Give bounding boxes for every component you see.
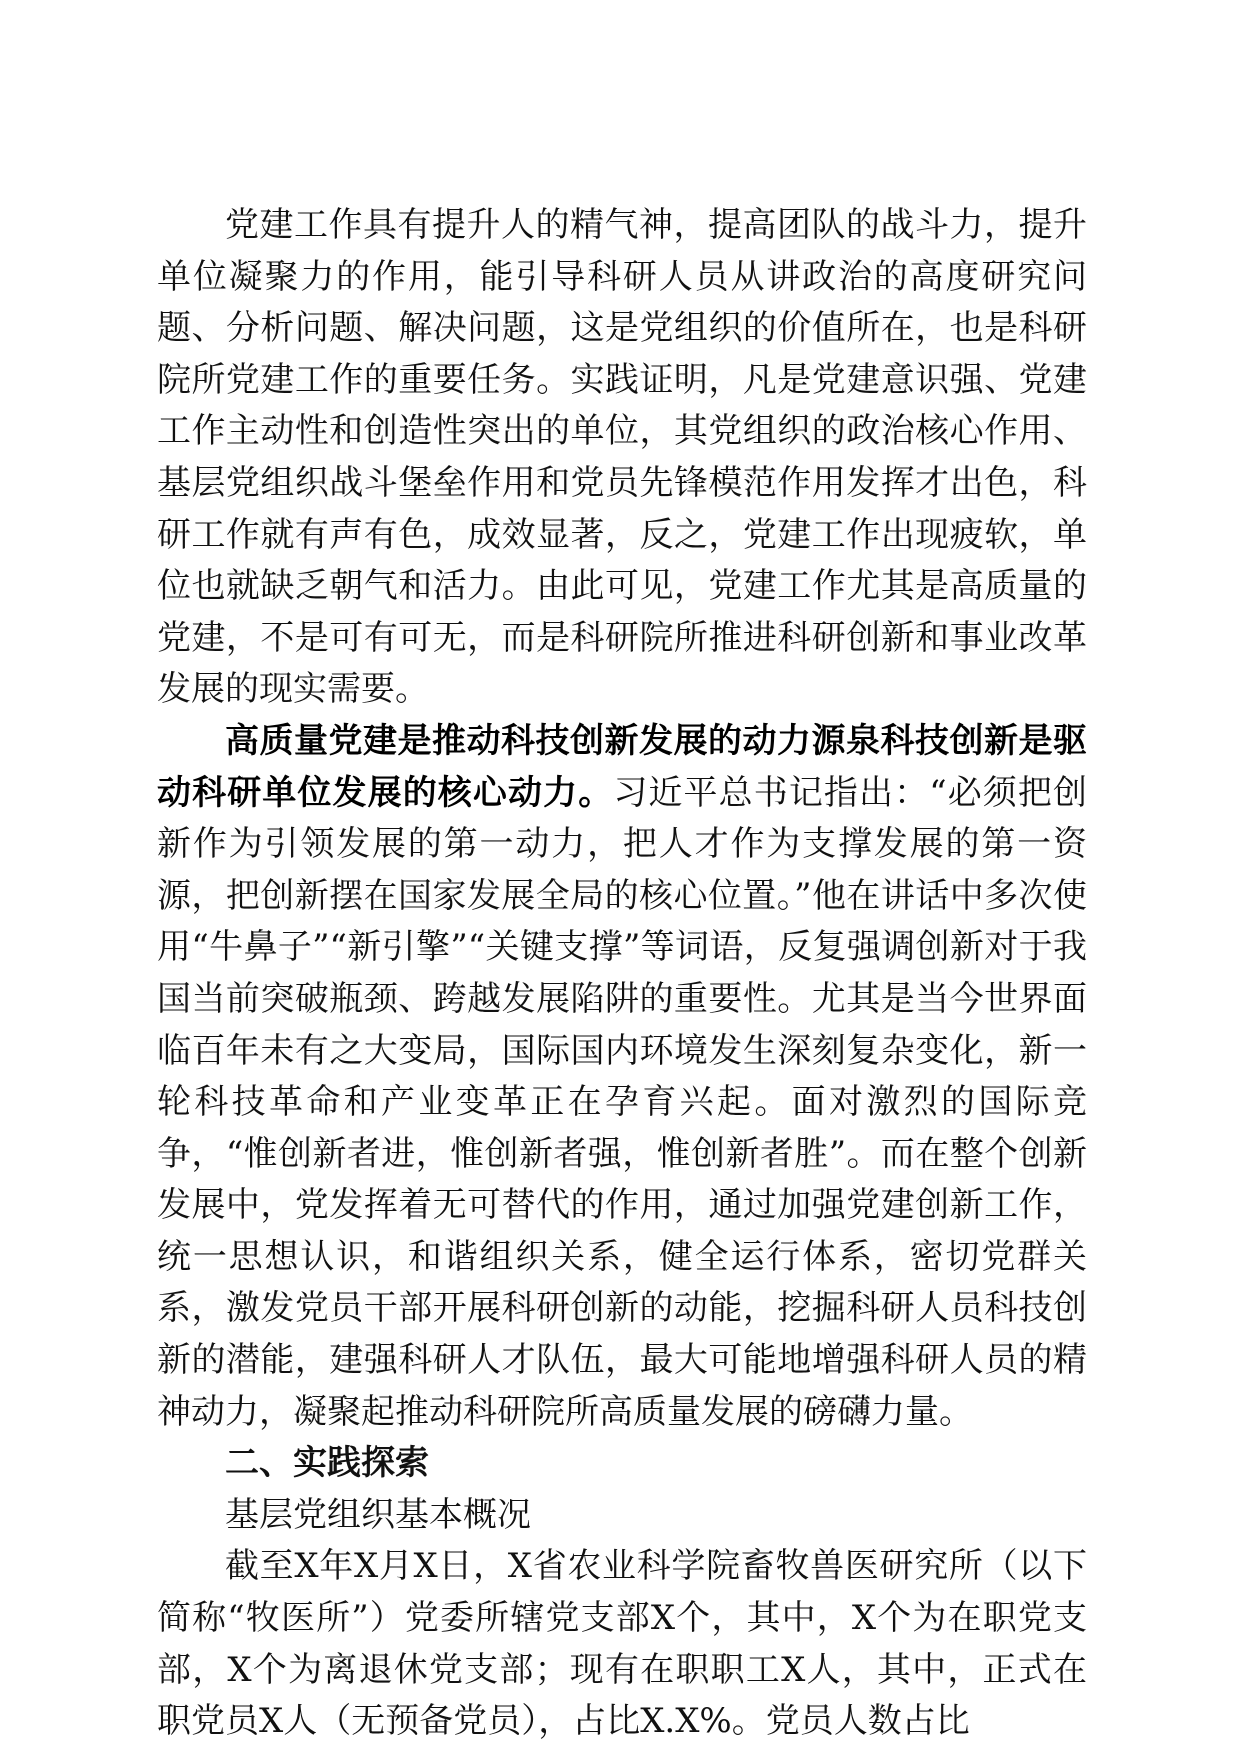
lead-sentence: 高质量党建是推动科技创新发展的动力源泉科技创新是驱动科研单位发展的核心动力。 xyxy=(157,720,1087,813)
subheading: 基层党组织基本概况 xyxy=(225,1494,531,1535)
body-paragraph: 截至X年X月X日，X省农业科学院畜牧兽医研究所（以下简称“牧医所”）党委所辖党支部X个，其中，X个为在职党支部，X个为离退休党支部；现有在职职工X人，其中，正式在职党员X人（无预备党员），占比X.X%。党员人数占比 xyxy=(157,1546,1087,1742)
body-paragraph: 党建工作具有提升人的精气神，提高团队的战斗力，提升单位凝聚力的作用，能引导科研人员从讲政治的高度研究问题、分析问题、解决问题，这是党组织的价值所在，也是科研院所党建工作的重要任务。实践证明，凡是党建意识强、党建工作主动性和创造性突出的单位，其党组织的政治核心作用、基层党组织战斗堡垒作用和党员先锋模范作用发挥才出色，科研工作就有声有色，成效显著，反之，党建工作出现疲软，单位也就缺乏朝气和活力。由此可见，党建工作尤其是高质量的党建，不是可有可无，而是科研院所推进科研创新和事业改革发展的现实需要。 xyxy=(157,205,1087,710)
body-paragraph-lead xyxy=(157,716,1087,1438)
section-heading: 二、实践探索 xyxy=(225,1443,429,1484)
document-body xyxy=(157,200,1087,1748)
lead-paragraph-text: 习近平总书记指出：“必须把创新作为引领发展的第一动力，把人才作为支撑发展的第一资源，把创新摆在国家发展全局的核心位置。”他在讲话中多次使用“牛鼻子”“新引擎”“关键支撑”等词语，反复强调创新对于我国当前突破瓶颈、跨越发展陷阱的重要性。尤其是当今世界面临百年未有之大变局，国际国内环境发生深刻复杂变化，新一轮科技革命和产业变革正在孕育兴起。面对激烈的国际竞争，“惟创新者进，惟创新者强，惟创新者胜”。而在整个创新发展中，党发挥着无可替代的作用，通过加强党建创新工作，统一思想认识，和谐组织关系，健全运行体系，密切党群关系，激发党员干部开展科研创新的动能，挖掘科研人员科技创新的潜能，建强科研人才队伍，最大可能地增强科研人员的精神动力，凝聚起推动科研院所高质量发展的磅礴力量。 xyxy=(157,772,1087,1432)
